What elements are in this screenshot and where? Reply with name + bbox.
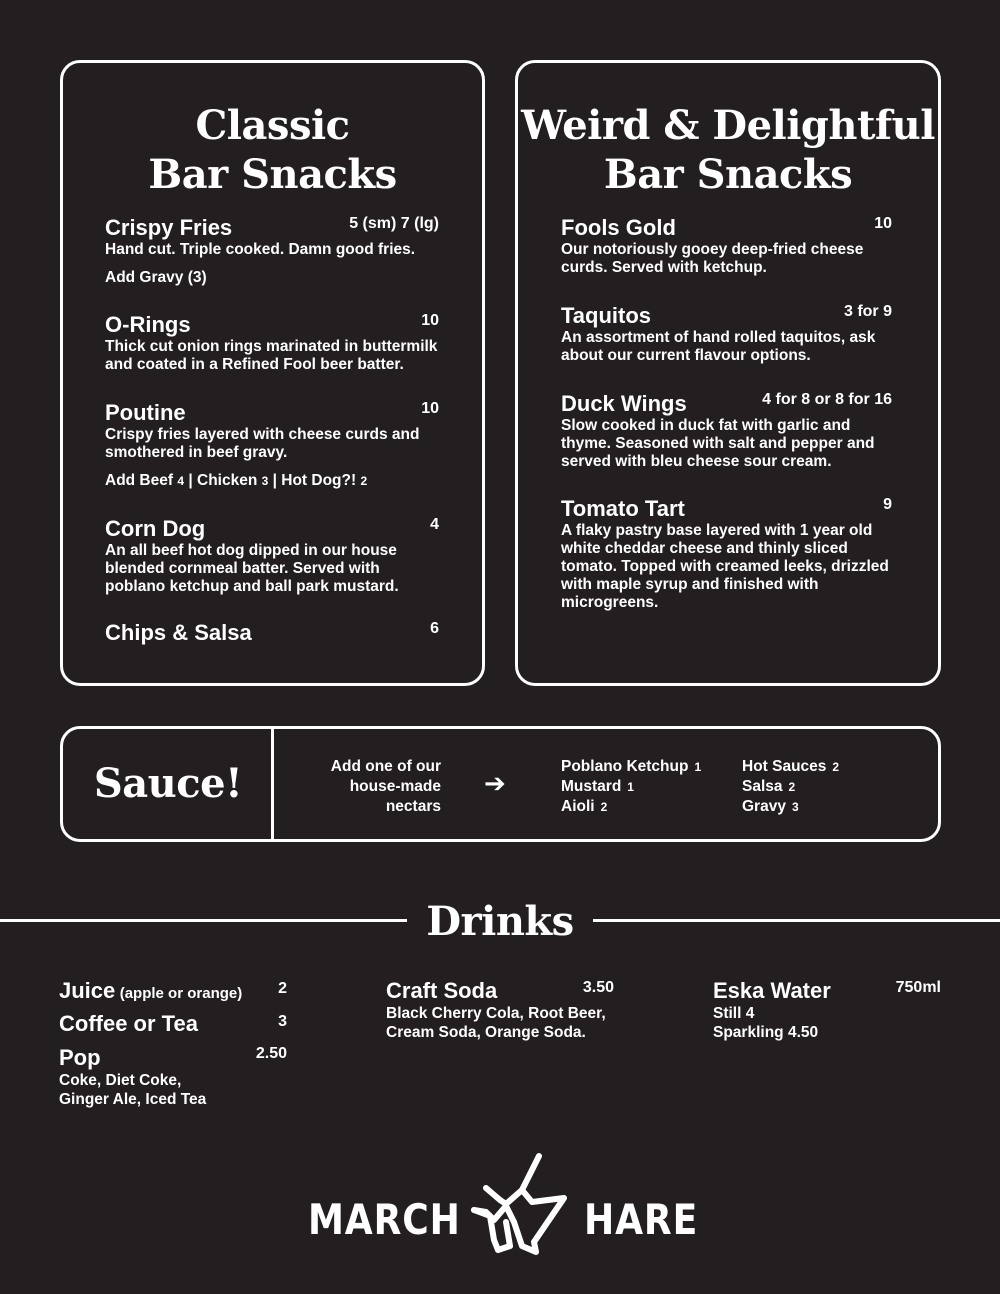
- sauce-name: Aioli: [561, 798, 595, 815]
- item-price: 4 for 8 or 8 for 16: [762, 391, 892, 408]
- drink-option-label: Sparkling: [713, 1024, 784, 1041]
- item-price: 3 for 9: [843, 303, 892, 320]
- item-description: Our notoriously gooey deep-fried cheese curds. Served with ketchup.: [561, 241, 864, 276]
- sauce-price: 1: [627, 780, 634, 794]
- sauce-row: [561, 757, 701, 777]
- drink-name: Pop: [59, 1045, 101, 1070]
- item-description: Slow cooked in duck fat with garlic and thyme. Seasoned with salt and pepper and served with bleu cheese sour cream.: [561, 417, 875, 470]
- sauce-title: Sauce!: [93, 760, 243, 807]
- drinks-rule-left: [0, 919, 407, 922]
- drink-price: 3: [278, 1013, 287, 1030]
- item-price: 5 (sm) 7 (lg): [349, 215, 439, 232]
- menu-item: [561, 496, 892, 612]
- sauce-list-left: [561, 757, 701, 817]
- sauce-row: [561, 777, 701, 797]
- weird-snacks-panel: [515, 60, 941, 686]
- item-name: Chips & Salsa: [105, 620, 252, 645]
- drink-options: Ginger Ale, Iced Tea: [59, 1091, 207, 1108]
- sauce-row: [742, 757, 839, 777]
- classic-title-line2: Bar Snacks: [148, 151, 397, 198]
- sauce-name: Hot Sauces: [742, 758, 827, 775]
- sauce-list-right: [742, 757, 839, 817]
- drink-options: Cream Soda, Orange Soda.: [386, 1024, 586, 1041]
- drink-name: Craft Soda: [386, 978, 498, 1003]
- drinks-rule-right: [593, 919, 1000, 922]
- weird-title: [518, 101, 938, 199]
- menu-item: [561, 391, 892, 471]
- sauce-row: [742, 777, 839, 797]
- sauce-price: 2: [788, 780, 796, 794]
- drink-name: Juice: [59, 978, 116, 1003]
- sauce-intro-line: Add one of our: [330, 758, 441, 775]
- item-name: Duck Wings: [561, 391, 687, 416]
- item-name: Taquitos: [561, 303, 652, 328]
- drink-option: [713, 1023, 941, 1042]
- classic-title: [63, 101, 482, 199]
- item-description: An assortment of hand rolled taquitos, ask about our current flavour options.: [561, 329, 876, 364]
- addon-price: 2: [360, 474, 368, 488]
- drink-item: [713, 978, 941, 1042]
- addon-label: | Chicken: [188, 472, 258, 489]
- sauce-intro-line: house-made: [349, 778, 441, 795]
- item-name: O-Rings: [105, 312, 191, 337]
- addon-price: 3: [261, 474, 269, 488]
- sauce-row: [561, 797, 701, 817]
- item-name: Tomato Tart: [561, 496, 685, 521]
- menu-item: [105, 312, 439, 374]
- addon-label: | Hot Dog?!: [272, 472, 357, 489]
- sauce-row: [742, 797, 839, 817]
- item-description: Hand cut. Triple cooked. Damn good fries.: [105, 241, 416, 258]
- sauce-divider: [271, 729, 274, 839]
- sauce-name: Mustard: [561, 778, 622, 795]
- drink-name: Coffee or Tea: [59, 1011, 198, 1036]
- addon-price: 4: [177, 474, 185, 488]
- drink-option-label: Still: [713, 1005, 742, 1022]
- item-price: 6: [430, 620, 439, 637]
- sauce-name: Poblano Ketchup: [561, 758, 689, 775]
- classic-snacks-panel: [60, 60, 485, 686]
- item-price: 10: [874, 215, 892, 232]
- drink-price: 3.50: [582, 979, 614, 996]
- drink-price: 750ml: [895, 979, 941, 996]
- sauce-name: Salsa: [742, 778, 783, 795]
- drink-option-price: 4: [745, 1005, 755, 1022]
- item-description: Thick cut onion rings marinated in buttermilk and coated in a Refined Fool beer batter.: [105, 338, 438, 373]
- drink-price: 2: [278, 980, 287, 997]
- sauce-intro: [293, 757, 441, 817]
- item-description: Crispy fries layered with cheese curds and smothered in beef gravy.: [105, 426, 420, 461]
- drink-name: Eska Water: [713, 978, 831, 1003]
- item-addon: Add Gravy (3): [105, 269, 207, 286]
- sauce-price: 1: [694, 760, 702, 774]
- menu-item: [561, 215, 892, 277]
- drink-options: Black Cherry Cola, Root Beer,: [386, 1005, 606, 1022]
- classic-title-line1: Classic: [195, 102, 350, 149]
- drink-item: [386, 978, 614, 1042]
- item-price: 9: [883, 496, 892, 513]
- logo-word-hare: HARE: [584, 1195, 699, 1244]
- menu-item: [105, 516, 439, 596]
- menu-item: [105, 400, 439, 490]
- arrow-right-icon: ➔: [484, 769, 506, 799]
- sauce-panel: [60, 726, 941, 842]
- menu-item: [561, 303, 892, 365]
- sauce-price: 2: [600, 800, 608, 814]
- drink-item: [59, 978, 287, 1004]
- menu-item: [105, 215, 439, 287]
- item-name: Crispy Fries: [105, 215, 233, 240]
- drink-option: [713, 1004, 941, 1023]
- drink-item: [59, 1011, 287, 1037]
- drink-options: Coke, Diet Coke,: [59, 1072, 182, 1089]
- menu-item: [105, 620, 439, 646]
- addon-label: Add Beef: [105, 472, 174, 489]
- drinks-title: Drinks: [426, 898, 574, 945]
- logo-word-march: MARCH: [308, 1195, 461, 1244]
- drink-note: (apple or orange): [119, 985, 243, 1002]
- item-price: 4: [430, 516, 439, 533]
- item-price: 10: [421, 312, 439, 329]
- item-name: Fools Gold: [561, 215, 676, 240]
- item-addon: [105, 472, 439, 490]
- weird-title-line2: Bar Snacks: [603, 151, 853, 198]
- sauce-price: 3: [791, 800, 799, 814]
- item-price: 10: [421, 400, 439, 417]
- item-description: An all beef hot dog dipped in our house blended cornmeal batter. Served with poblano ketchup and ball park mustard.: [105, 542, 399, 595]
- drink-price: 2.50: [255, 1045, 287, 1062]
- weird-title-line1: Weird & Delightful: [521, 102, 935, 149]
- item-name: Corn Dog: [105, 516, 206, 541]
- sauce-intro-line: nectars: [385, 798, 441, 815]
- sauce-price: 2: [832, 760, 840, 774]
- drink-item: [59, 1045, 287, 1109]
- item-name: Poutine: [105, 400, 186, 425]
- drink-option-price: 4.50: [787, 1024, 819, 1041]
- hare-logo-icon: [460, 1150, 572, 1258]
- sauce-name: Gravy: [742, 798, 786, 815]
- item-description: A flaky pastry base layered with 1 year old white cheddar cheese and thinly sliced tomato. Topped with creamed leeks, drizzled with maple syrup and finished with microgreens.: [561, 522, 889, 611]
